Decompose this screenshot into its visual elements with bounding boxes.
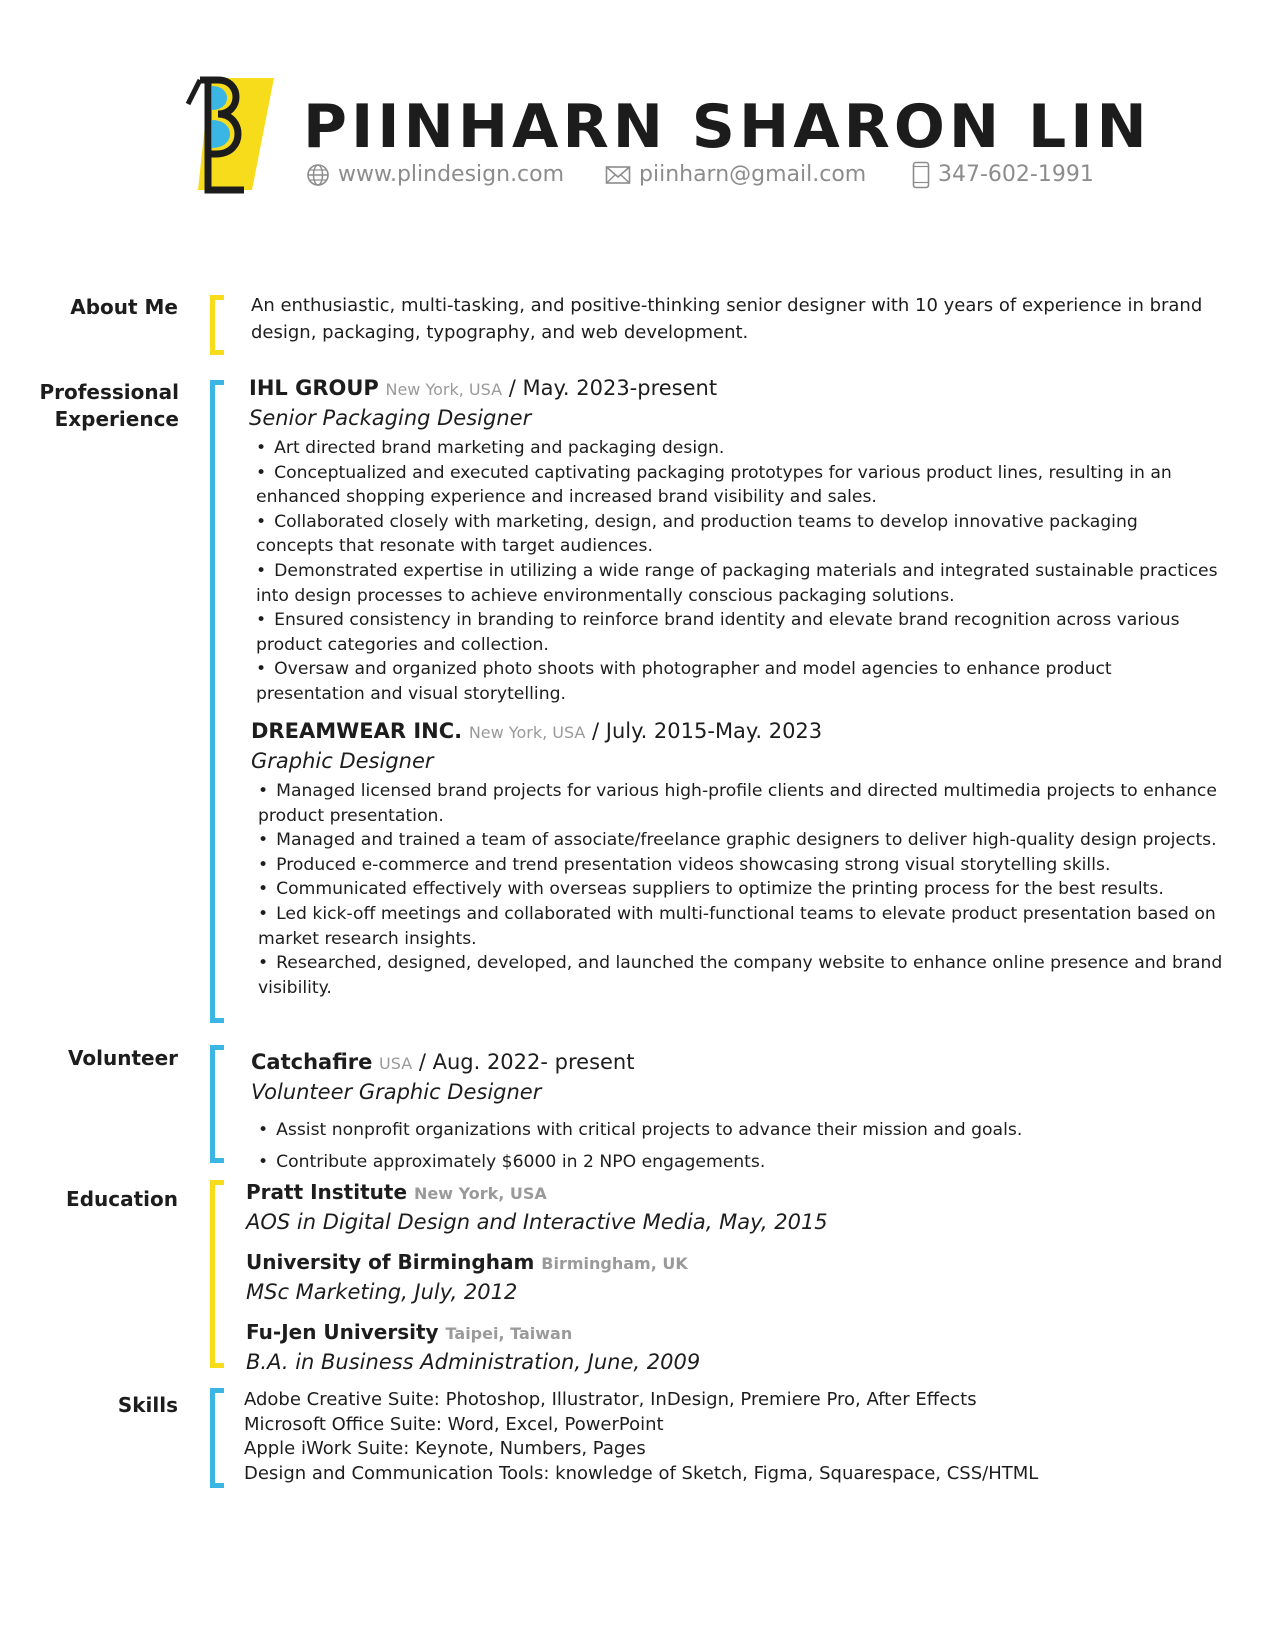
job-bullets <box>251 779 1223 1000</box>
skill-line: Adobe Creative Suite: Photoshop, Illustrator, InDesign, Premiere Pro, After Effects <box>244 1389 977 1410</box>
bullet-item: • Art directed brand marketing and packaging design. <box>249 436 1219 461</box>
school-name: Pratt Institute <box>246 1180 408 1204</box>
volunteer-entry <box>251 1048 1211 1178</box>
bullet-item: • Managed licensed brand projects for various high-profile clients and directed multimedia projects to enhance product presentation. <box>251 779 1223 828</box>
school-degree: MSc Marketing, July, 2012 <box>246 1280 518 1304</box>
bullet-item: • Communicated effectively with overseas suppliers to optimize the printing process for the best results. <box>251 877 1223 902</box>
job-ihl <box>249 374 1219 707</box>
phone-contact[interactable] <box>912 160 1094 190</box>
education-bracket <box>210 1180 224 1368</box>
about-label: About Me <box>70 295 178 319</box>
bullet-item: • Contribute approximately $6000 in 2 NPO engagements. <box>251 1146 1211 1178</box>
school-location: Taipei, Taiwan <box>445 1324 573 1343</box>
volunteer-dates: / Aug. 2022- present <box>418 1050 635 1074</box>
job-header <box>249 374 1219 404</box>
school-location: Birmingham, UK <box>541 1254 688 1273</box>
volunteer-org: Catchafire <box>251 1050 373 1074</box>
bullet-item: • Conceptualized and executed captivating packaging prototypes for various product lines, resulting in an enhanced shopping experience and increased brand visibility and sales. <box>249 461 1219 510</box>
experience-label <box>9 379 179 433</box>
school-location: New York, USA <box>414 1184 547 1203</box>
skill-line: Design and Communication Tools: knowledge of Sketch, Figma, Squarespace, CSS/HTML <box>244 1462 1039 1484</box>
company-name: IHL GROUP <box>249 376 379 400</box>
bullet-item: • Assist nonprofit organizations with critical projects to advance their mission and goals. <box>251 1114 1211 1146</box>
school-name: University of Birmingham <box>246 1250 535 1274</box>
education-list <box>246 1178 1206 1388</box>
education-item <box>246 1318 1206 1376</box>
about-text: An enthusiastic, multi-tasking, and positive-thinking senior designer with 10 years of experience in brand design, packaging, typography, and web development. <box>251 295 1203 343</box>
bullet-item: • Researched, designed, developed, and launched the company website to enhance online presence and brand visibility. <box>251 951 1223 1000</box>
bullet-item: • Ensured consistency in branding to reinforce brand identity and elevate brand recognition across various product categories and collection. <box>249 608 1219 657</box>
job-dreamwear <box>251 717 1223 1000</box>
bullet-item: • Demonstrated expertise in utilizing a wide range of packaging materials and integrated sustainable practices into design processes to achieve environmentally conscious packaging solutions. <box>249 559 1219 608</box>
skill-line: Microsoft Office Suite: Word, Excel, PowerPoint <box>244 1413 664 1435</box>
education-item <box>246 1248 1206 1306</box>
bullet-item: • Produced e-commerce and trend presentation videos showcasing strong visual storytelling skills. <box>251 853 1223 878</box>
education-item <box>246 1178 1206 1236</box>
experience-label-line2: Experience <box>54 407 179 431</box>
email-contact[interactable] <box>605 160 866 190</box>
job-dates: / May. 2023-present <box>508 376 718 400</box>
school-header <box>246 1178 1206 1208</box>
volunteer-header <box>251 1048 1211 1078</box>
bullet-item: • Led kick-off meetings and collaborated with multi-functional teams to elevate product presentation based on market research insights. <box>251 902 1223 951</box>
school-name: Fu-Jen University <box>246 1320 439 1344</box>
email-link[interactable]: piinharn@gmail.com <box>639 162 867 187</box>
job-header <box>251 717 1223 747</box>
job-role: Senior Packaging Designer <box>249 406 532 430</box>
skills-list <box>244 1388 1204 1486</box>
resume-header <box>0 0 1275 220</box>
volunteer-location: USA <box>379 1054 413 1073</box>
school-degree: B.A. in Business Administration, June, 2009 <box>246 1350 701 1374</box>
experience-bracket <box>210 380 224 1023</box>
job-location: New York, USA <box>385 380 503 399</box>
company-name: DREAMWEAR INC. <box>251 719 463 743</box>
volunteer-bracket <box>210 1045 224 1163</box>
job-dates: / July. 2015-May. 2023 <box>592 719 823 743</box>
volunteer-label: Volunteer <box>67 1046 178 1070</box>
bullet-item: • Managed and trained a team of associate/freelance graphic designers to deliver high-quality design projects. <box>251 828 1223 853</box>
phone-number[interactable]: 347-602-1991 <box>938 162 1094 187</box>
volunteer-bullets <box>251 1114 1211 1178</box>
school-degree: AOS in Digital Design and Interactive Media, May, 2015 <box>246 1210 828 1234</box>
bullet-item: • Oversaw and organized photo shoots with photographer and model agencies to enhance product presentation and visual storytelling. <box>249 657 1219 706</box>
experience-label-line1: Professional <box>39 380 179 404</box>
job-bullets <box>249 436 1219 707</box>
skills-bracket <box>210 1388 224 1488</box>
envelope-icon <box>605 165 631 185</box>
job-location: New York, USA <box>468 723 586 742</box>
volunteer-role: Volunteer Graphic Designer <box>251 1080 542 1104</box>
skills-label: Skills <box>117 1393 178 1417</box>
education-label: Education <box>66 1187 178 1211</box>
school-header <box>246 1248 1206 1278</box>
mobile-phone-icon <box>912 161 930 189</box>
job-role: Graphic Designer <box>251 749 434 773</box>
pl-monogram-logo-icon <box>182 74 282 204</box>
website-link[interactable]: www.plindesign.com <box>338 162 565 187</box>
skill-line: Apple iWork Suite: Keynote, Numbers, Pages <box>244 1438 646 1459</box>
school-header <box>246 1318 1206 1348</box>
candidate-name: PIINHARN SHARON LIN <box>303 92 1151 162</box>
about-bracket <box>210 295 224 355</box>
bullet-item: • Collaborated closely with marketing, design, and production teams to develop innovative packaging concepts that resonate with target audiences. <box>249 510 1219 559</box>
globe-icon <box>306 163 330 187</box>
website-contact[interactable] <box>306 160 564 190</box>
